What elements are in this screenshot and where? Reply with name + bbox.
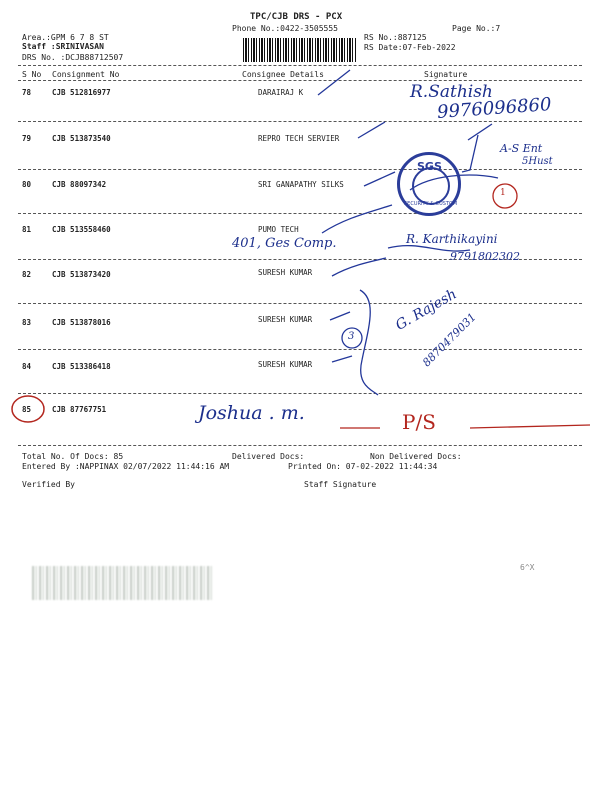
row-80-consignee: SRI GANAPATHY SILKS — [258, 180, 344, 189]
row-84-sno: 84 — [22, 362, 32, 371]
area-label: Area.:GPM 6 7 8 ST — [22, 33, 109, 42]
phone-number: Phone No.:0422-3505555 — [232, 24, 338, 33]
handwritten-signature-83: G. Rajesh — [393, 286, 460, 334]
page-number: Page No.:7 — [452, 24, 501, 33]
row-82-consignee: SURESH KUMAR — [258, 268, 313, 277]
row-79-consignment: CJB 513873540 — [52, 134, 111, 143]
delivered-docs: Delivered Docs: — [232, 452, 305, 461]
total-docs: Total No. Of Docs: 85 — [22, 452, 124, 461]
row-84-consignment: CJB 513386418 — [52, 362, 111, 371]
row-83-consignment: CJB 513878016 — [52, 318, 111, 327]
row-81-consignment: CJB 513558460 — [52, 225, 111, 234]
row-85-consignment: CJB 87767751 — [52, 405, 107, 414]
col-consignee: Consignee Details — [242, 70, 324, 79]
drs-number: DRS No. :DCJB88712507 — [22, 53, 124, 62]
col-consignment: Consignment No — [52, 70, 120, 79]
col-signature: Signature — [424, 70, 468, 79]
col-sno: S No — [22, 70, 42, 79]
staff-label: Staff :SRINIVASAN — [22, 42, 104, 51]
row-80-consignment: CJB 88097342 — [52, 180, 107, 189]
staff-signature: Staff Signature — [304, 480, 377, 489]
row-84-consignee: SURESH KUMAR — [258, 360, 313, 369]
handwritten-signature-81: R. Karthikayini — [406, 232, 498, 246]
non-delivered-docs: Non Delivered Docs: — [370, 452, 462, 461]
faded-stamp-block — [32, 566, 212, 600]
handwritten-note-79: A-S Ent — [500, 142, 543, 155]
verified-by: Verified By — [22, 480, 75, 489]
entered-by: Entered By :NAPPINAX 02/07/2022 11:44:16 AM — [22, 462, 230, 471]
stamp-ring-text: SECURITY & CUSTOM — [404, 201, 458, 207]
corner-mark: 6^X — [520, 563, 535, 572]
handwritten-signature-78: R.Sathish — [410, 82, 493, 102]
row-82-consignment: CJB 513873420 — [52, 270, 111, 279]
handwritten-ps-mark: P/S — [402, 410, 436, 434]
company-stamp — [397, 152, 461, 216]
row-78-sno: 78 — [22, 88, 32, 97]
printed-on: Printed On: 07-02-2022 11:44:34 — [288, 462, 438, 471]
row-85-sno: 85 — [22, 405, 32, 414]
stamp-inner-ring — [412, 167, 450, 205]
row-80-sno: 80 — [22, 180, 32, 189]
handwritten-phone-78: 9976096860 — [436, 94, 553, 123]
row-83-sno: 83 — [22, 318, 32, 327]
handwritten-address-81: 401, Ges Comp. — [232, 236, 337, 251]
row-78-consignee: DARAIRAJ K — [258, 88, 304, 97]
row-79-sno: 79 — [22, 134, 32, 143]
handwritten-note2-79: 5Hust — [522, 156, 553, 167]
stamp-text: SGS — [417, 160, 442, 173]
handwritten-phone-81: 9791802302 — [450, 250, 520, 263]
row-78-consignment: CJB 512816977 — [52, 88, 111, 97]
red-circled-number: 1 — [500, 188, 506, 198]
handwritten-circled-number: 3 — [348, 331, 355, 342]
row-83-consignee: SURESH KUMAR — [258, 315, 313, 324]
handwritten-phone-83: 8870479031 — [420, 310, 479, 370]
rs-number: RS No.:887125 — [364, 33, 427, 42]
document-title: TPC/CJB DRS - PCX — [250, 12, 343, 22]
row-82-sno: 82 — [22, 270, 32, 279]
handwritten-name-85: Joshua . m. — [198, 402, 305, 424]
rs-date: RS Date:07-Feb-2022 — [364, 43, 456, 52]
row-81-consignee: PUMO TECH — [258, 225, 299, 234]
row-81-sno: 81 — [22, 225, 32, 234]
row-79-consignee: REPRO TECH SERVIER — [258, 134, 340, 143]
